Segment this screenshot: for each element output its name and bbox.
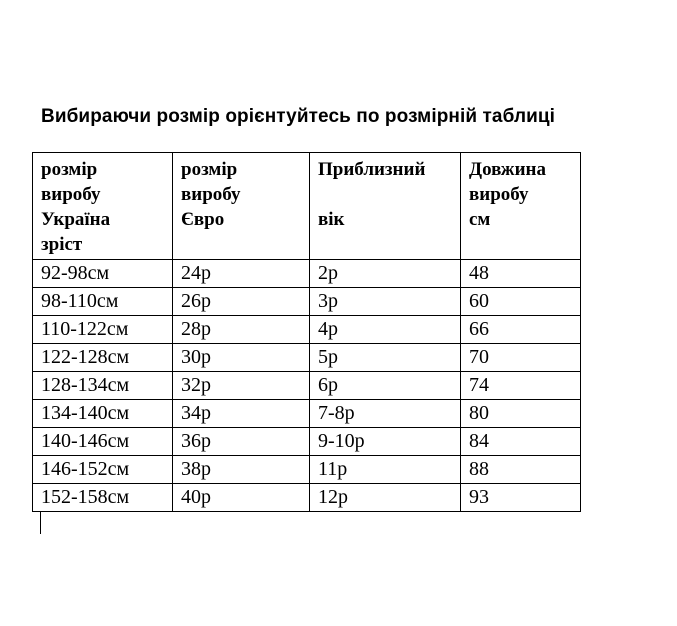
table-row [33,400,581,428]
cell-length: 48 [461,260,581,288]
cell-height-range: 110-122см [33,316,173,344]
header-size-ukraine [33,153,173,260]
header-line: виробу [41,184,101,205]
page-title: Вибираючи розмір орієнтуйтесь по розмірній таблиці [41,106,556,127]
header-line: Україна [41,209,111,230]
table-row [33,456,581,484]
header-approx-age [310,153,461,260]
cell-euro-size: 26р [173,288,310,316]
table-row [33,372,581,400]
size-table [32,152,581,512]
cell-age: 2р [310,260,461,288]
header-line: розмір [181,159,238,180]
text-cursor [40,512,41,534]
header-line: см [469,209,491,230]
cell-length: 66 [461,316,581,344]
cell-height-range: 146-152см [33,456,173,484]
cell-age: 5р [310,344,461,372]
cell-height-range: 134-140см [33,400,173,428]
cell-euro-size: 32р [173,372,310,400]
header-line: вік [318,209,345,230]
cell-age: 3р [310,288,461,316]
cell-age: 4р [310,316,461,344]
cell-age: 11р [310,456,461,484]
table-row [33,288,581,316]
table-header-row [33,153,581,260]
cell-length: 70 [461,344,581,372]
header-spacer [318,182,460,207]
cell-length: 88 [461,456,581,484]
cell-height-range: 152-158см [33,484,173,512]
cell-euro-size: 40р [173,484,310,512]
table-row [33,316,581,344]
header-line: зріст [41,234,83,255]
cell-length: 93 [461,484,581,512]
cell-height-range: 140-146см [33,428,173,456]
header-line: виробу [469,184,529,205]
table-row [33,484,581,512]
header-size-euro [173,153,310,260]
cell-euro-size: 34р [173,400,310,428]
cell-length: 60 [461,288,581,316]
cell-euro-size: 36р [173,428,310,456]
cell-euro-size: 30р [173,344,310,372]
cell-age: 9-10р [310,428,461,456]
header-line: виробу [181,184,241,205]
cell-length: 80 [461,400,581,428]
cell-height-range: 92-98см [33,260,173,288]
header-line: розмір [41,159,98,180]
cell-euro-size: 28р [173,316,310,344]
table-row [33,260,581,288]
header-length [461,153,581,260]
cell-euro-size: 38р [173,456,310,484]
cell-age: 7-8р [310,400,461,428]
cell-age: 12р [310,484,461,512]
table-row [33,344,581,372]
cell-height-range: 128-134см [33,372,173,400]
cell-length: 74 [461,372,581,400]
table-row [33,428,581,456]
cell-euro-size: 24р [173,260,310,288]
header-line: Довжина [469,159,546,180]
cell-length: 84 [461,428,581,456]
header-line: Євро [181,209,225,230]
header-line: Приблизний [318,159,426,180]
cell-age: 6р [310,372,461,400]
cell-height-range: 122-128см [33,344,173,372]
cell-height-range: 98-110см [33,288,173,316]
